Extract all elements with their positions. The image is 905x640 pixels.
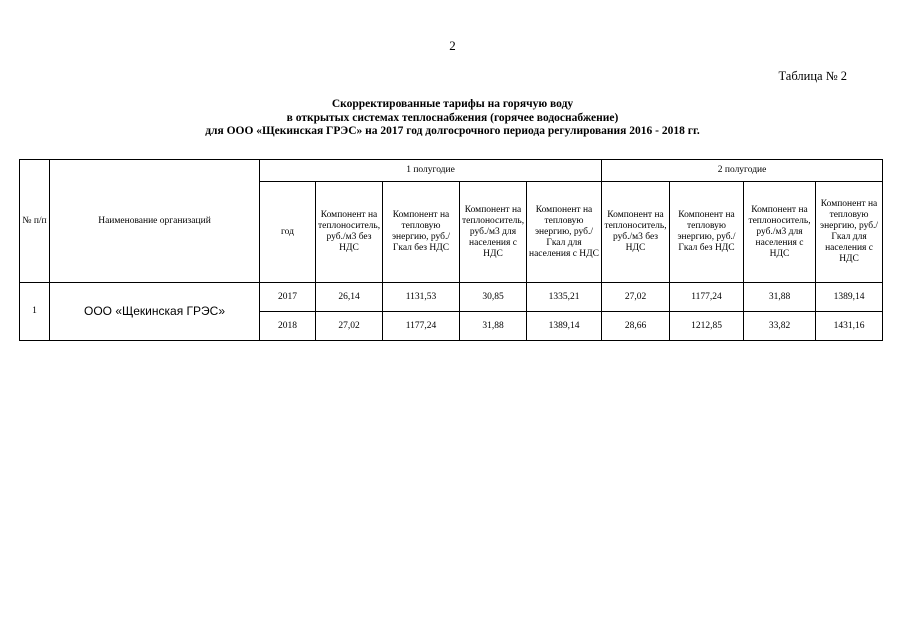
header-year: год (260, 182, 316, 283)
cell-year: 2017 (260, 283, 316, 312)
cell-value: 1335,21 (527, 283, 602, 312)
cell-value: 1212,85 (670, 312, 744, 341)
header-p1-col3: Компонент на теплоноситель, руб./м3 для населения с НДС (460, 182, 527, 283)
header-p2-col1: Компонент на теплоноситель, руб./м3 без НДС (602, 182, 670, 283)
tariffs-table (19, 159, 883, 341)
title-line-2: в открытых системах теплоснабжения (горячее водоснабжение) (286, 111, 619, 124)
header-p2-col2: Компонент на тепловую энергию, руб./Гкал без НДС (670, 182, 744, 283)
cell-value: 1177,24 (383, 312, 460, 341)
row-index: 1 (20, 283, 50, 341)
cell-value: 26,14 (316, 283, 383, 312)
cell-value: 31,88 (744, 283, 816, 312)
page-number: 2 (449, 38, 456, 53)
header-p1-col4: Компонент на тепловую энергию, руб./Гкал для населения с НДС (527, 182, 602, 283)
title-line-1: Скорректированные тарифы на горячую воду (331, 98, 574, 110)
header-p1-col1: Компонент на теплоноситель, руб./м3 без НДС (316, 182, 383, 283)
cell-year: 2018 (260, 312, 316, 341)
cell-value: 31,88 (460, 312, 527, 341)
header-p2-col4: Компонент на тепловую энергию, руб./Гкал для населения с НДС (816, 182, 883, 283)
cell-value: 27,02 (602, 283, 670, 312)
cell-value: 1389,14 (527, 312, 602, 341)
header-period-1: 1 полугодие (260, 160, 602, 182)
header-org-name: Наименование организаций (50, 160, 260, 283)
table-label: Таблица № 2 (778, 69, 847, 83)
header-period-2: 2 полугодие (602, 160, 883, 182)
header-row-periods (20, 160, 883, 182)
cell-value: 27,02 (316, 312, 383, 341)
organization-name: ООО «Щекинская ГРЭС» (50, 283, 260, 341)
header-p1-col2: Компонент на тепловую энергию, руб./Гкал без НДС (383, 182, 460, 283)
header-num: № п/п (20, 160, 50, 283)
cell-value: 28,66 (602, 312, 670, 341)
cell-value: 1177,24 (670, 283, 744, 312)
cell-value: 1431,16 (816, 312, 883, 341)
table-row (20, 283, 883, 312)
cell-value: 30,85 (460, 283, 527, 312)
document-title (0, 98, 905, 139)
header-p2-col3: Компонент на теплоноситель, руб./м3 для населения с НДС (744, 182, 816, 283)
cell-value: 33,82 (744, 312, 816, 341)
cell-value: 1131,53 (383, 283, 460, 312)
cell-value: 1389,14 (816, 283, 883, 312)
title-line-3: для ООО «Щекинская ГРЭС» на 2017 год долгосрочного периода регулирования 2016 - 2018 гг. (205, 125, 700, 137)
